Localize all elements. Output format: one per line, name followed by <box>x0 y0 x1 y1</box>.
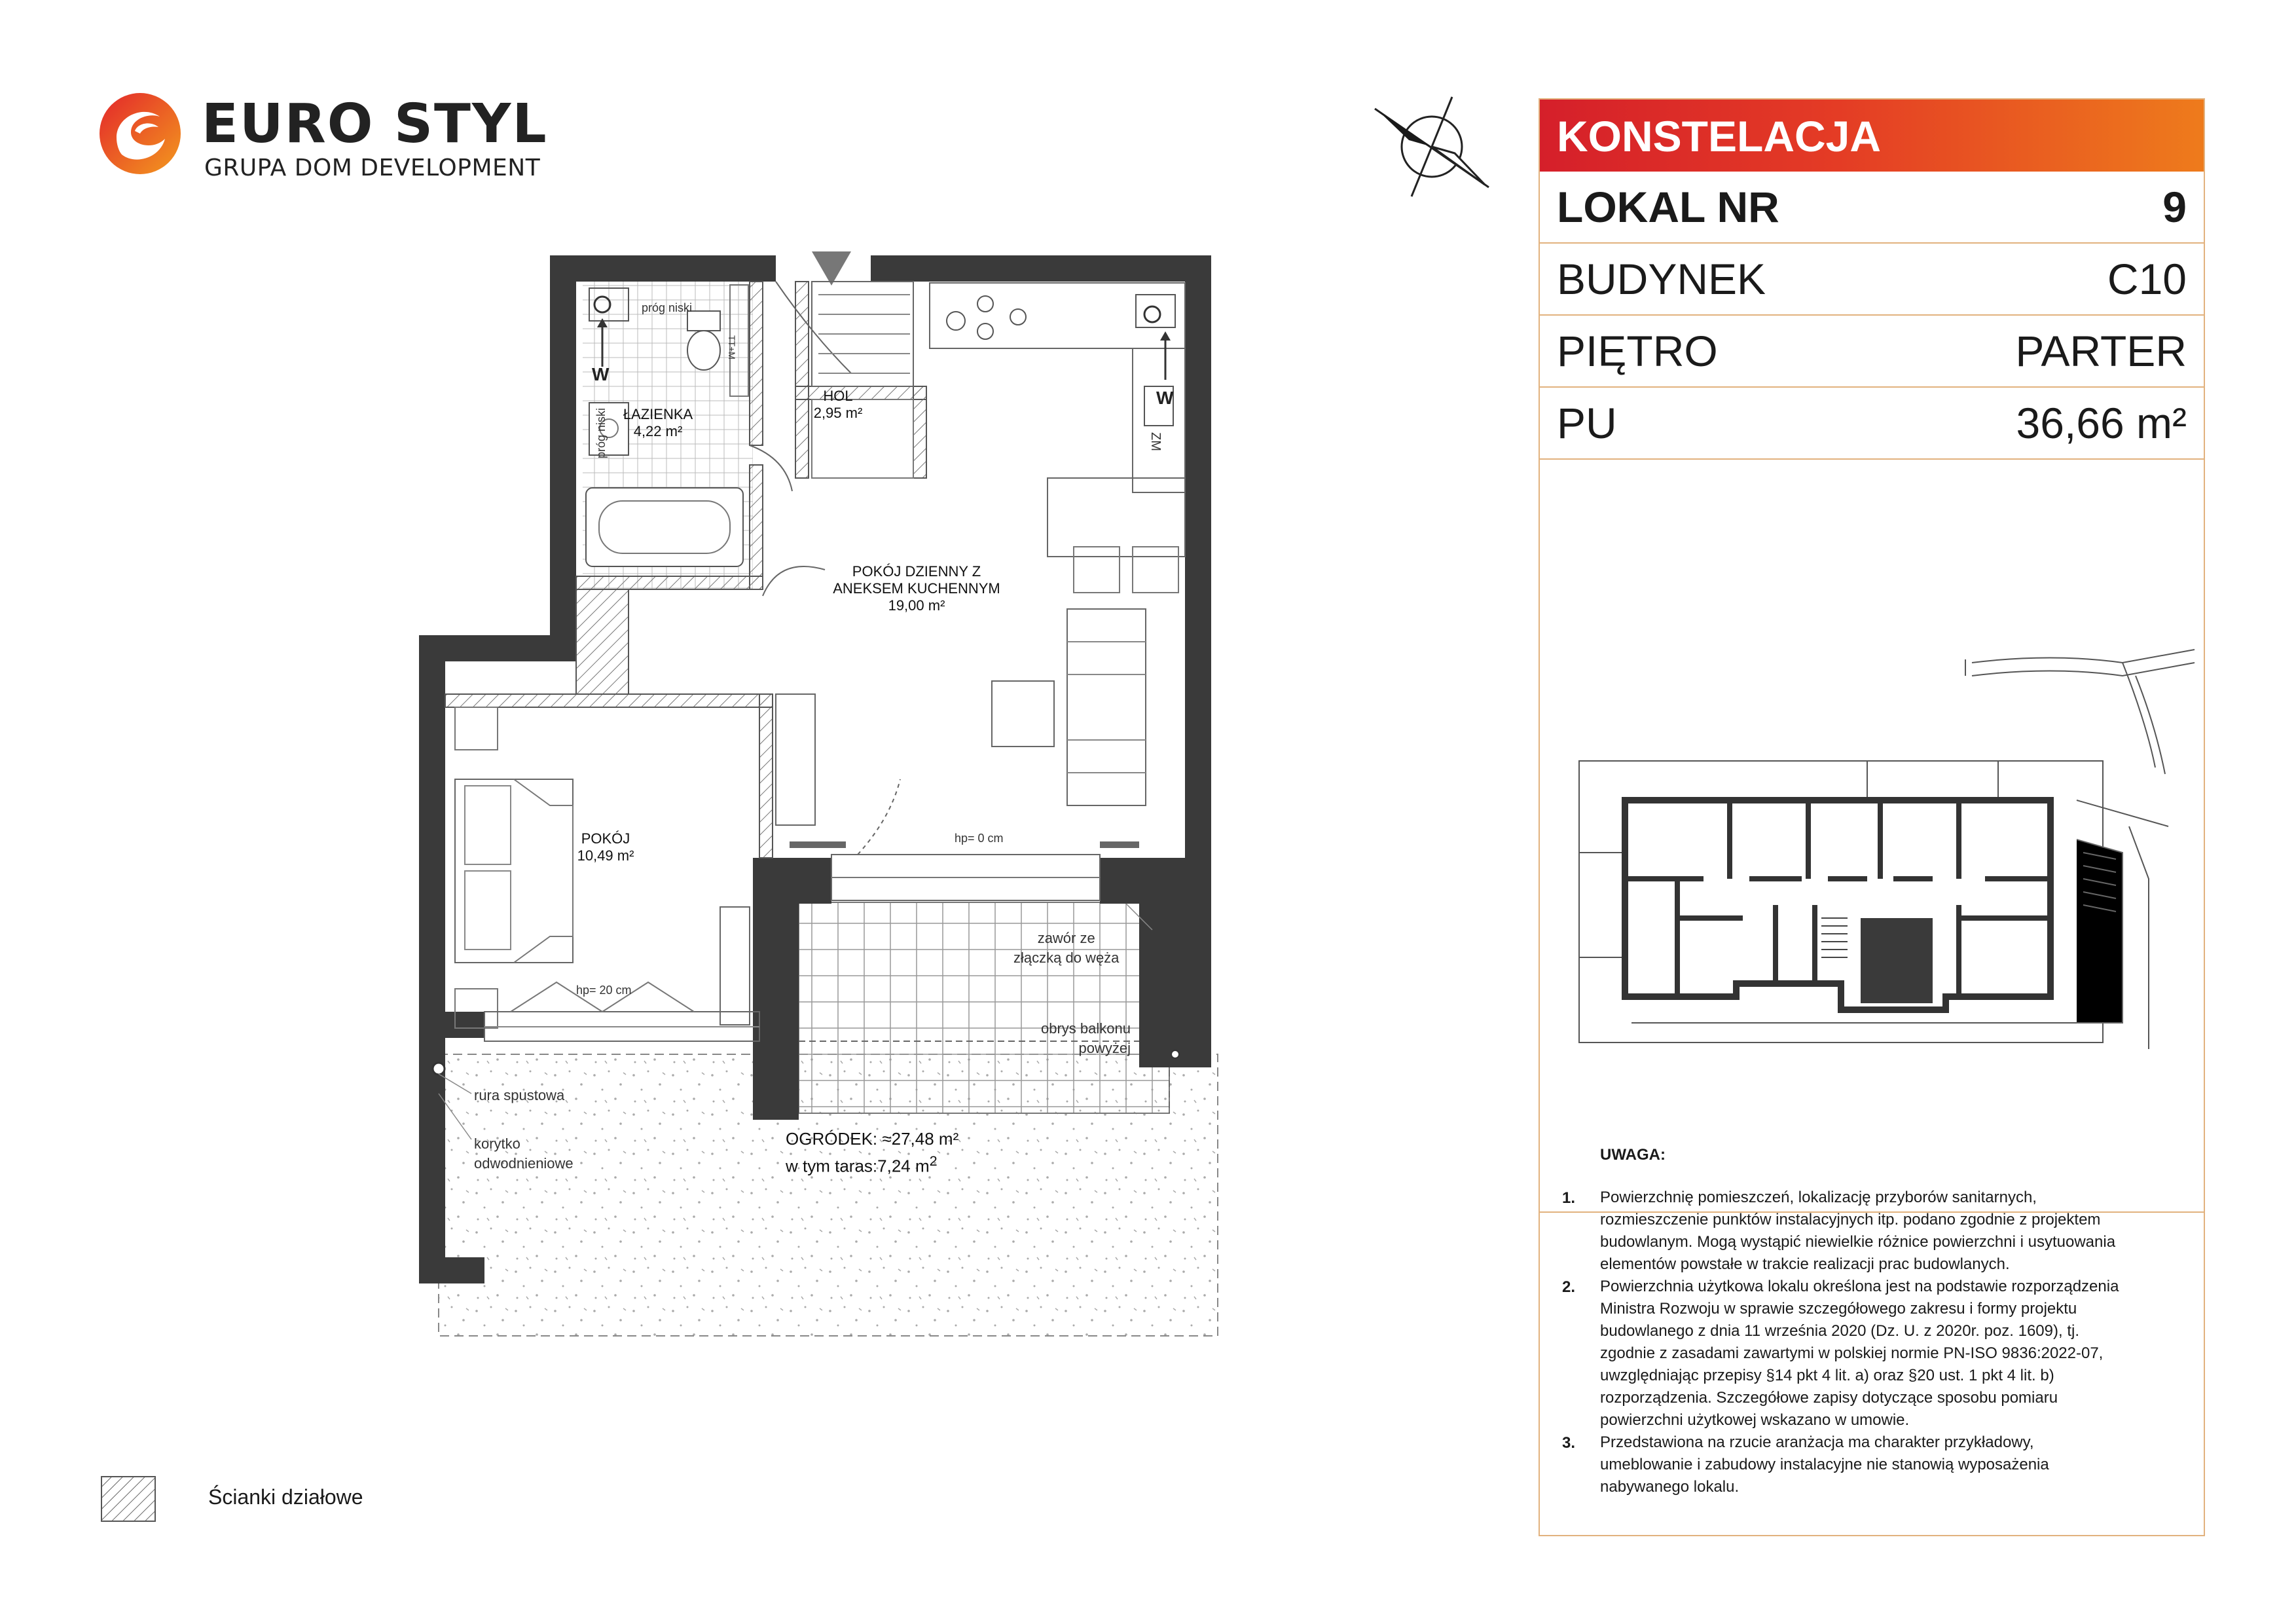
entrance-marker-icon <box>812 251 851 286</box>
info-row-lokal <box>1540 172 2204 244</box>
note-text-1 <box>1600 1187 2163 1276</box>
bedroom-name: POKÓJ <box>581 830 630 847</box>
note-2-line: uwzględniając przepisy §14 pkt 4 lit. a) oraz §20 ust. 1 pkt 4 lit. b) <box>1600 1367 2054 1384</box>
note-2-line: zgodnie z zasadami zawartymi w polskiej normie PN-ISO 9836:2022-07, <box>1600 1344 2104 1362</box>
cold-water-note: ZM <box>1148 432 1163 451</box>
stove-burner-icon <box>977 296 993 312</box>
water-meter-icon <box>1144 306 1160 322</box>
unit-highlight <box>1861 918 1933 1003</box>
bathroom-name: ŁAZIENKA <box>623 406 693 422</box>
floor-plan <box>393 242 1257 1395</box>
notes-title: UWAGA: <box>1600 1146 1666 1164</box>
kitchen-island <box>1048 478 1185 557</box>
downpipe-icon <box>433 1063 445 1075</box>
info-row-budynek <box>1540 244 2204 316</box>
note-2-line: powierzchni użytkowej wskazano w umowie. <box>1600 1411 1910 1429</box>
pietro-value: PARTER <box>2015 327 2187 375</box>
site-plan-drawing <box>1540 460 2204 1213</box>
bathroom-area: 4,22 m² <box>633 423 683 439</box>
note-3-line: nabywanego lokalu. <box>1600 1478 1740 1496</box>
note-number-3: 3. <box>1562 1434 1576 1452</box>
balcony-outline-note: obrys balkonu powyżej <box>1041 1020 1131 1056</box>
info-row-pietro <box>1540 316 2204 388</box>
downpipe-note: rura spustowa <box>474 1087 565 1103</box>
info-row-pu <box>1540 388 2204 460</box>
lokal-value: 9 <box>2162 183 2187 231</box>
brand-subtitle: GRUPA DOM DEVELOPMENT <box>204 155 541 181</box>
budynek-value: C10 <box>2107 255 2187 303</box>
hall-name: HOL <box>823 388 853 404</box>
note-3-line: Przedstawiona na rzucie aranżacja ma charakter przykładowy, <box>1600 1433 2034 1451</box>
stove-burner-icon <box>947 312 965 330</box>
low-threshold-top-note: próg niski <box>642 301 693 314</box>
lokal-label: LOKAL NR <box>1557 183 1779 231</box>
bedroom-area: 10,49 m² <box>577 847 634 864</box>
telecom-box-note: TT+M <box>727 335 737 360</box>
legend-partition-walls: Ścianki działowe <box>208 1485 363 1509</box>
note-1-line: elementów powstałe w trakcie realizacji prac budowlanych. <box>1600 1255 2010 1273</box>
terrace-area-text: w tym taras:7,24 $m^2$ <box>786 1153 938 1176</box>
note-1-line: budowlanym. Mogą wystąpić niewielkie różnice powierzchni i usytuowania <box>1600 1233 2116 1251</box>
budynek-label: BUDYNEK <box>1557 255 1766 303</box>
threshold-height-0-note: hp= 0 cm <box>955 832 1004 845</box>
info-panel <box>1539 98 2205 1536</box>
pu-value: 36,66 m² <box>2016 399 2187 447</box>
garden-area-text: OGRÓDEK: ≈27,48 m² <box>786 1129 959 1149</box>
drain-channel-note: korytko odwodnieniowe <box>474 1135 574 1172</box>
hose-valve-note: zawór ze złączką do węża <box>1013 930 1120 966</box>
toilet <box>687 331 720 370</box>
living-room-area: 19,00 m² <box>888 597 945 614</box>
note-2-line: rozporządzenia. Szczegółowe zapisy dotyczące sposobu pomiaru <box>1600 1389 2058 1407</box>
living-room-label <box>818 563 1015 614</box>
note-1-line: rozmieszczenie punktów instalacyjnych itp. podano zgodnie z projektem <box>1600 1211 2101 1228</box>
sofa <box>1067 609 1146 805</box>
water-meter-left-label: W <box>592 364 610 384</box>
eurostyl-logo-mark-icon <box>97 90 183 177</box>
bathtub <box>586 488 743 566</box>
garden-label <box>786 1128 982 1177</box>
project-name: KONSTELACJA <box>1557 112 1882 160</box>
low-threshold-side-note: próg niski <box>594 407 608 458</box>
bathroom-label <box>609 406 707 440</box>
hall-area: 2,95 m² <box>813 405 863 421</box>
note-3-line: umeblowanie i zabudowy instalacyjne nie stanowią wyposażenia <box>1600 1456 2049 1473</box>
pietro-label: PIĘTRO <box>1557 327 1718 375</box>
brand-name: EURO STYL <box>202 93 548 155</box>
hall-label <box>802 388 874 422</box>
project-header <box>1540 100 2204 172</box>
note-text-2 <box>1600 1276 2163 1431</box>
north-compass-icon <box>1370 89 1494 200</box>
note-2-line: Ministra Rozwoju w sprawie szczegółowego zakresu i formy projektu <box>1600 1300 2077 1318</box>
note-2-line: budowlanego z dnia 11 września 2020 (Dz. U. z 2020r. poz. 1609), tj. <box>1600 1322 2079 1340</box>
note-number-1: 1. <box>1562 1189 1576 1207</box>
note-text-3 <box>1600 1431 2163 1498</box>
note-1-line: Powierzchnię pomieszczeń, lokalizację przyborów sanitarnych, <box>1600 1189 2037 1206</box>
partition-wall-legend-swatch <box>101 1476 156 1522</box>
living-room-name-line2: ANEKSEM KUCHENNYM <box>833 580 1000 597</box>
brand-logo <box>97 90 548 182</box>
note-2-line: Powierzchnia użytkowa lokalu określona jest na podstawie rozporządzenia <box>1600 1278 2119 1295</box>
stove-burner-icon <box>1010 309 1026 325</box>
note-number-2: 2. <box>1562 1278 1576 1296</box>
kitchen-counter <box>930 283 1185 348</box>
water-meter-right-label: W <box>1156 388 1174 408</box>
bedroom-label <box>556 830 655 864</box>
pu-label: PU <box>1557 399 1617 447</box>
site-plan <box>1540 460 2204 1213</box>
stove-burner-icon <box>977 323 993 339</box>
threshold-height-20-note: hp= 20 cm <box>576 984 632 997</box>
living-room-name-line1: POKÓJ DZIENNY Z <box>852 563 981 580</box>
